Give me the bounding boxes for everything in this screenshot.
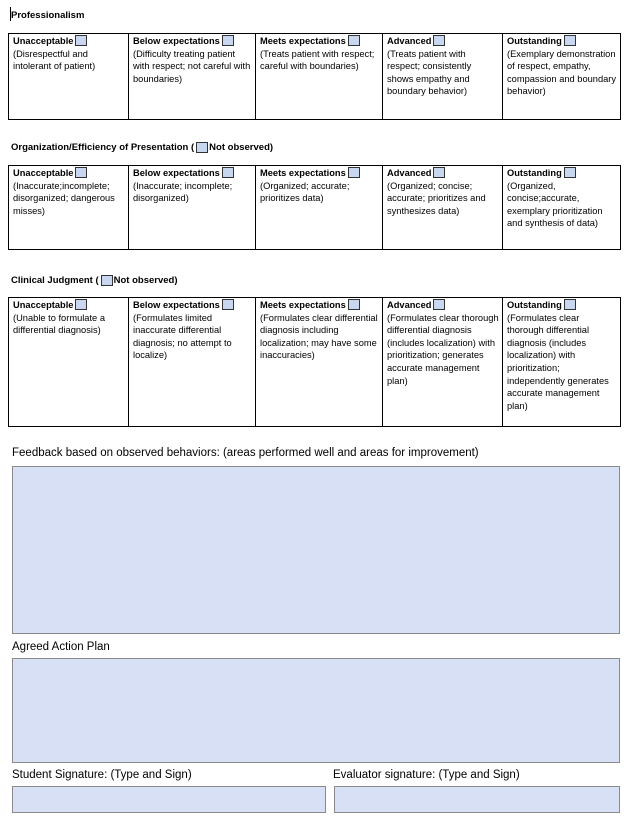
not-observed-checkbox[interactable] bbox=[101, 275, 113, 286]
rating-checkbox[interactable] bbox=[222, 35, 234, 46]
rating-checkbox[interactable] bbox=[75, 299, 87, 310]
rubric-cell-advanced bbox=[383, 298, 503, 427]
level-label: Outstanding bbox=[507, 300, 562, 310]
rating-checkbox[interactable] bbox=[433, 35, 445, 46]
rubric-cell-outstanding bbox=[503, 34, 621, 120]
level-description: (Treats patient with respect; consistently shows empathy and boundary behavior) bbox=[387, 48, 472, 97]
level-description: (Organized; accurate; prioritizes data) bbox=[260, 180, 350, 204]
rating-checkbox[interactable] bbox=[75, 167, 87, 178]
rubric-cell-below-expectations bbox=[129, 34, 256, 120]
level-description: (Formulates limited inaccurate differential diagnosis; no attempt to localize) bbox=[133, 312, 232, 361]
rubric-cell-unacceptable bbox=[9, 166, 129, 250]
level-description: (Inaccurate; incomplete; disorganized) bbox=[133, 180, 233, 204]
level-label: Meets expectations bbox=[260, 300, 346, 310]
level-description: (Exemplary demonstration of respect, empathy, compassion and boundary behavior) bbox=[507, 48, 617, 97]
rubric-table-clinical-judgment bbox=[8, 297, 621, 427]
level-description: (Treats patient with respect; careful with boundaries) bbox=[260, 48, 375, 72]
action-plan-label: Agreed Action Plan bbox=[12, 641, 110, 653]
section-title-organization bbox=[11, 142, 273, 153]
rubric-cell-outstanding bbox=[503, 166, 621, 250]
level-description: (Inaccurate;incomplete; disorganized; dangerous misses) bbox=[13, 180, 115, 216]
rating-checkbox[interactable] bbox=[433, 167, 445, 178]
rating-checkbox[interactable] bbox=[222, 299, 234, 310]
level-description: (Organized, concise;accurate, exemplary prioritization and synthesis of data) bbox=[507, 180, 603, 229]
evaluator-signature-field[interactable] bbox=[334, 786, 620, 813]
section-title-clinical-judgment bbox=[11, 275, 178, 286]
not-observed-label: Not observed) bbox=[209, 142, 274, 153]
level-label: Meets expectations bbox=[260, 168, 346, 178]
level-description: (Formulates clear differential diagnosis including localization; may have some inaccuracies) bbox=[260, 312, 378, 361]
rubric-cell-unacceptable bbox=[9, 34, 129, 120]
level-description: (Unable to formulate a differential diagnosis) bbox=[13, 312, 105, 336]
rubric-cell-meets-expectations bbox=[256, 298, 383, 427]
rating-checkbox[interactable] bbox=[433, 299, 445, 310]
level-label: Advanced bbox=[387, 36, 432, 46]
section-title-text: Organization/Efficiency of Presentation ( bbox=[11, 142, 195, 153]
rating-checkbox[interactable] bbox=[564, 167, 576, 178]
rating-checkbox[interactable] bbox=[75, 35, 87, 46]
level-label: Outstanding bbox=[507, 36, 562, 46]
feedback-field[interactable] bbox=[12, 466, 620, 634]
level-description: (Difficulty treating patient with respect; not careful with boundaries) bbox=[133, 48, 251, 84]
rating-checkbox[interactable] bbox=[564, 299, 576, 310]
level-label: Unacceptable bbox=[13, 36, 74, 46]
rating-checkbox[interactable] bbox=[564, 35, 576, 46]
rating-checkbox[interactable] bbox=[348, 167, 360, 178]
rubric-cell-meets-expectations bbox=[256, 166, 383, 250]
rubric-cell-unacceptable bbox=[9, 298, 129, 427]
rubric-cell-meets-expectations bbox=[256, 34, 383, 120]
rating-checkbox[interactable] bbox=[348, 35, 360, 46]
level-label: Meets expectations bbox=[260, 36, 346, 46]
not-observed-label: Not observed) bbox=[113, 275, 178, 286]
rubric-cell-advanced bbox=[383, 166, 503, 250]
level-label: Outstanding bbox=[507, 168, 562, 178]
feedback-label: Feedback based on observed behaviors: (areas performed well and areas for improvement) bbox=[12, 447, 479, 459]
evaluator-signature-label: Evaluator signature: (Type and Sign) bbox=[333, 769, 520, 781]
level-description: (Formulates clear thorough differential diagnosis (includes localization) with prioritization; independently generates accurate management plan) bbox=[507, 312, 609, 411]
level-description: (Organized; concise; accurate; prioritizes and synthesizes data) bbox=[387, 180, 486, 216]
rubric-table-organization bbox=[8, 165, 621, 250]
action-plan-field[interactable] bbox=[12, 658, 620, 763]
rubric-cell-below-expectations bbox=[129, 298, 256, 427]
rubric-table-professionalism bbox=[8, 33, 621, 120]
level-label: Below expectations bbox=[133, 168, 220, 178]
rubric-cell-advanced bbox=[383, 34, 503, 120]
student-signature-field[interactable] bbox=[12, 786, 326, 813]
level-description: (Disrespectful and intolerant of patient) bbox=[13, 48, 96, 72]
level-label: Below expectations bbox=[133, 300, 220, 310]
rubric-cell-below-expectations bbox=[129, 166, 256, 250]
level-label: Below expectations bbox=[133, 36, 220, 46]
rating-checkbox[interactable] bbox=[222, 167, 234, 178]
rating-checkbox[interactable] bbox=[348, 299, 360, 310]
level-label: Advanced bbox=[387, 168, 432, 178]
section-title-text: Clinical Judgment ( bbox=[11, 275, 99, 286]
level-label: Advanced bbox=[387, 300, 432, 310]
level-label: Unacceptable bbox=[13, 168, 74, 178]
level-description: (Formulates clear thorough differential diagnosis (includes localization) with prioritization; generates accurate management plan) bbox=[387, 312, 499, 386]
section-title-text: Professionalism bbox=[11, 10, 85, 21]
rubric-cell-outstanding bbox=[503, 298, 621, 427]
level-label: Unacceptable bbox=[13, 300, 74, 310]
student-signature-label: Student Signature: (Type and Sign) bbox=[12, 769, 192, 781]
section-title-professionalism bbox=[11, 10, 84, 21]
not-observed-checkbox[interactable] bbox=[196, 142, 208, 153]
